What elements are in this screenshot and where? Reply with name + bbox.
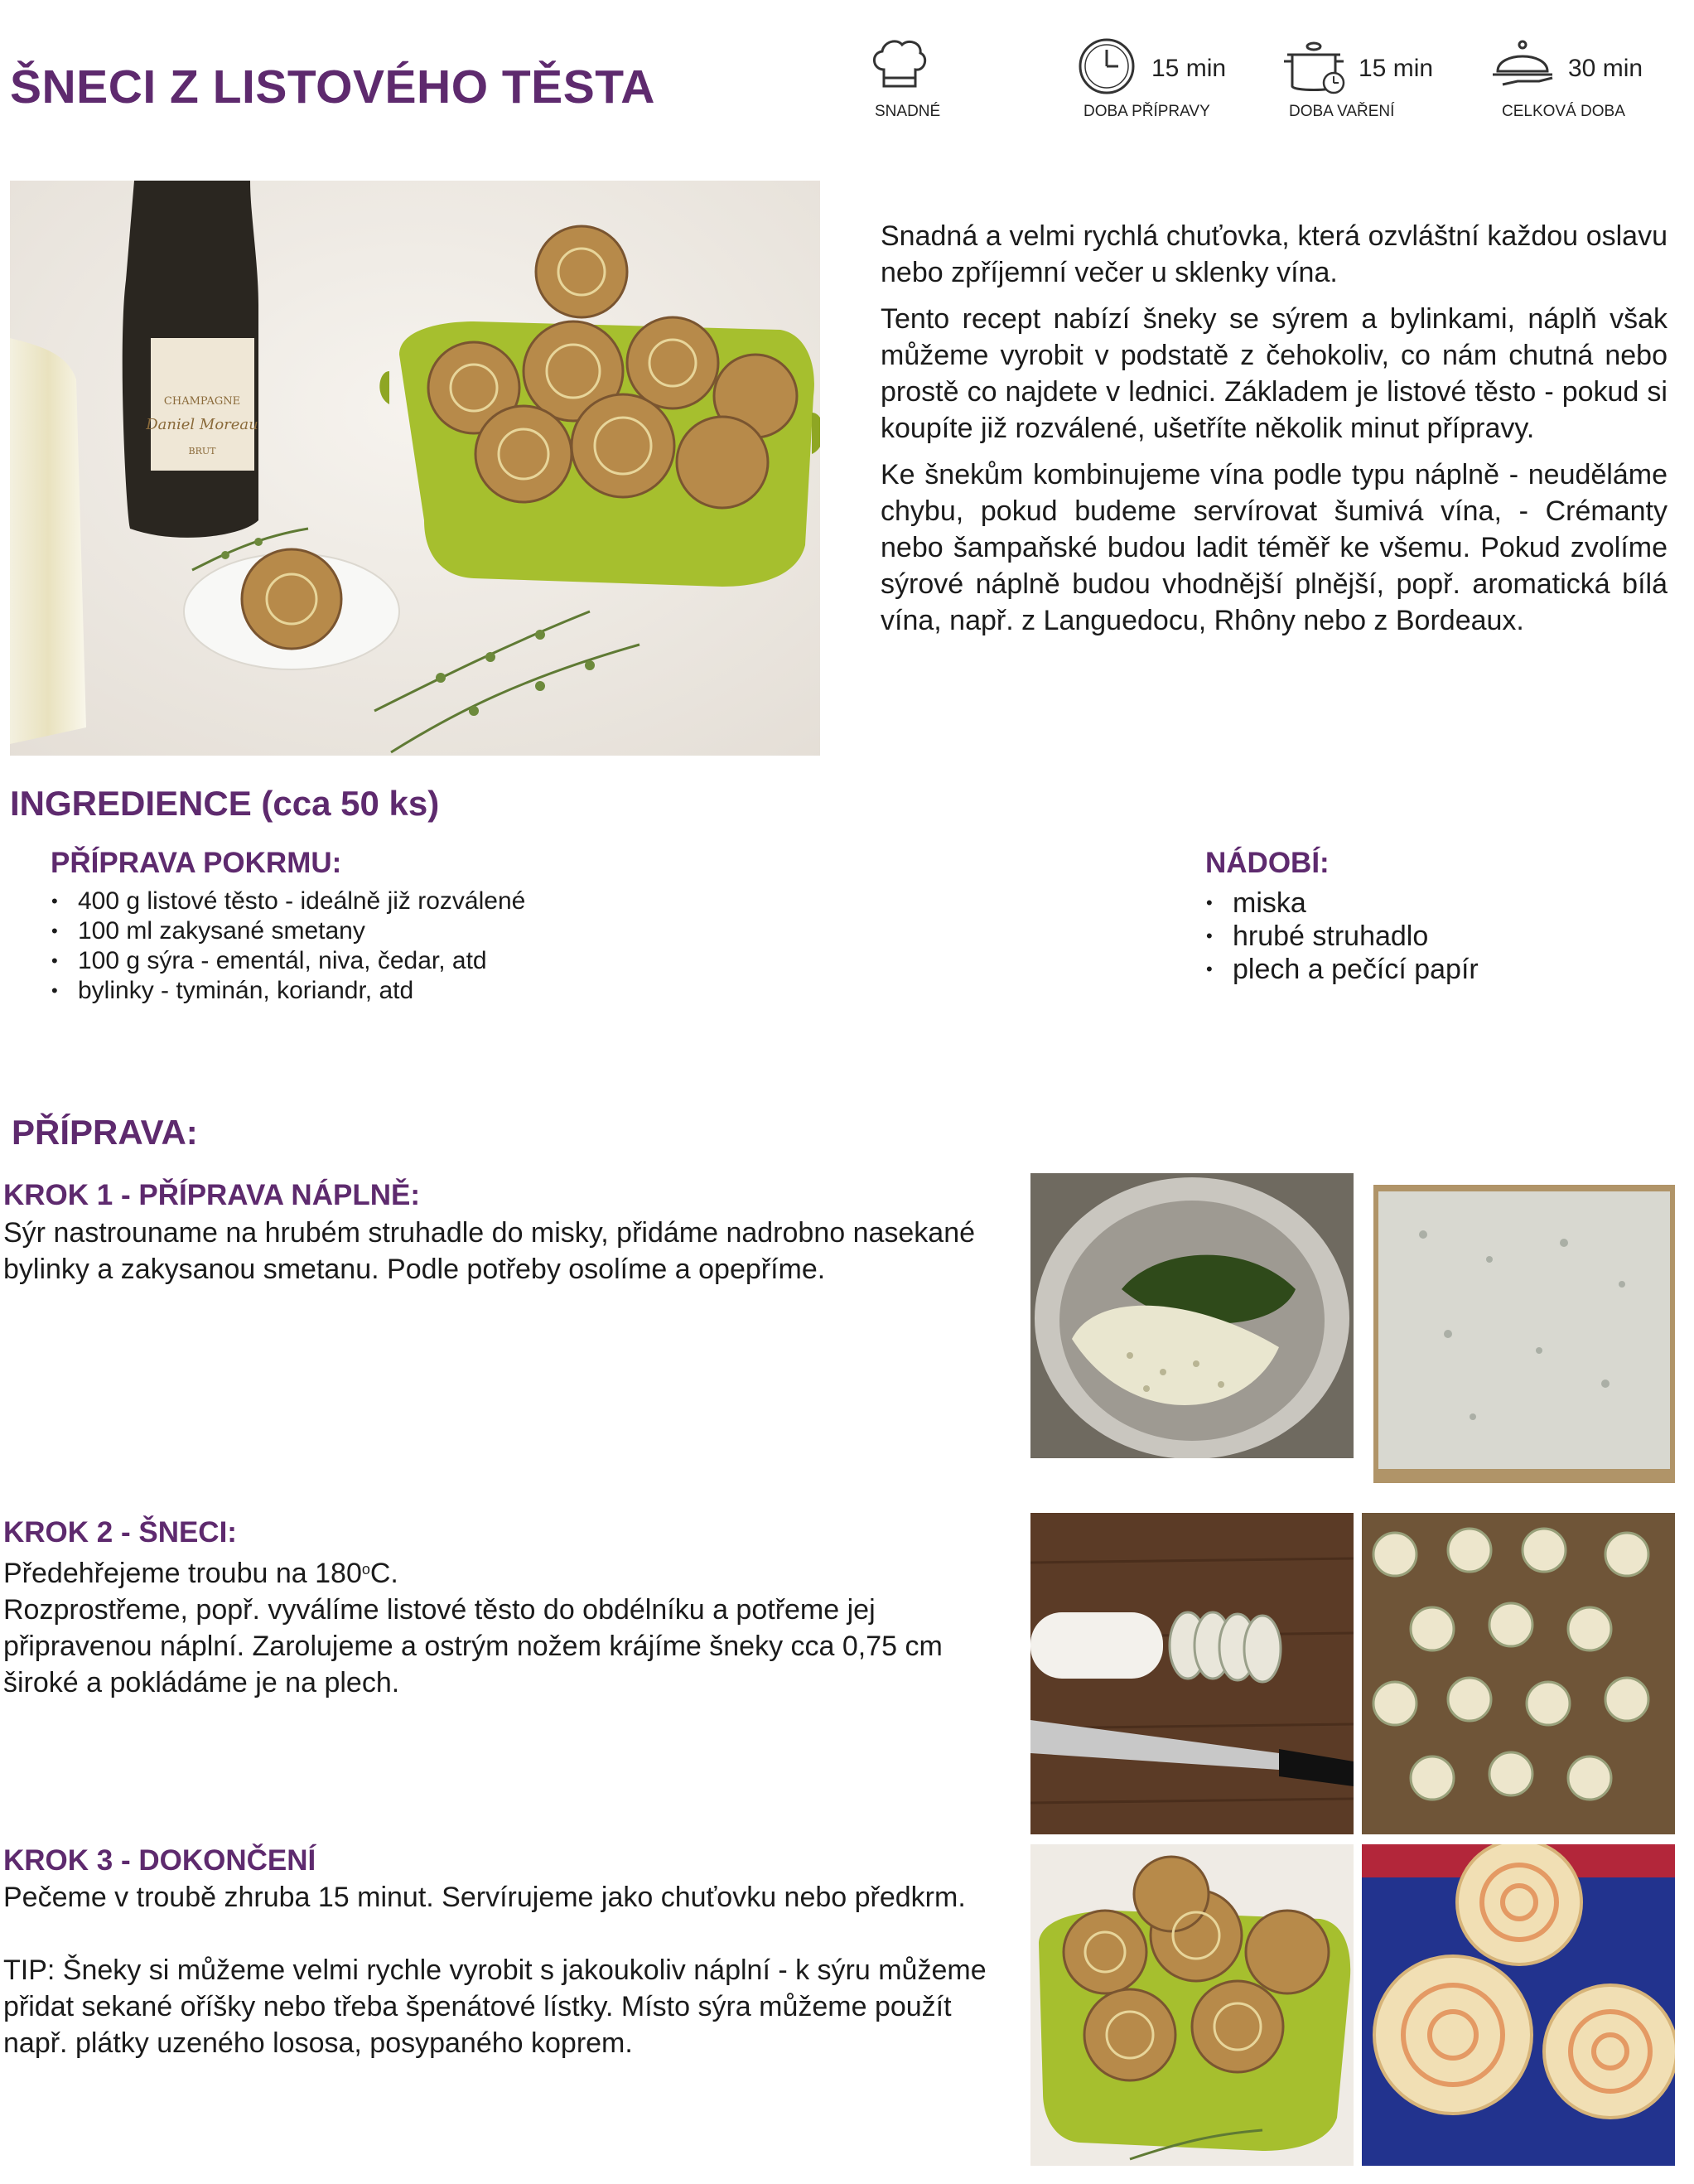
cook-time-value: 15 min — [1359, 55, 1434, 82]
total-time-label: CELKOVÁ DOBA — [1502, 103, 1625, 120]
tip-paragraph: TIP: Šneky si můžeme velmi rychle vyrobit s jakoukoliv náplní - k sýru můžeme přidat sekané oříšky nebo třeba špenátové lístky. Místo sýra můžeme použít např. plátky uzeného lososa, posypaného koprem. — [3, 1954, 987, 2059]
list-item: • 100 g sýra - ementál, niva, čedar, atd — [78, 946, 525, 976]
step-paragraph: Sýr nastrouname na hrubém struhadle do misky, přidáme nadrobno nasekané bylinky a zakysanou smetanu. Podle potřeby osolíme a opepříme. — [3, 1217, 976, 1285]
difficulty-label: SNADNÉ — [875, 103, 941, 120]
hero-photo — [10, 181, 820, 756]
cooking-pot-icon — [1284, 36, 1350, 96]
step-2-title: KROK 2 - ŠNECI: — [3, 1516, 237, 1549]
list-item: • hrubé struhadlo — [1233, 920, 1479, 953]
step-3-photo-plate — [1362, 1844, 1675, 2166]
chef-hat-icon — [869, 36, 929, 91]
clock-icon — [1077, 36, 1137, 96]
step-1-photo-dough — [1373, 1185, 1675, 1483]
step-3-text — [3, 1879, 1022, 2061]
tools-title: NÁDOBÍ: — [1205, 847, 1330, 879]
step-1-photo-bowl — [1030, 1173, 1354, 1458]
bottle-label-line2: Daniel Moreau — [146, 416, 258, 433]
bottle-label-line1: CHAMPAGNE — [163, 395, 241, 408]
step-2-text — [3, 1551, 1022, 1701]
cook-time-label: DOBA VAŘENÍ — [1289, 103, 1395, 120]
page-title: ŠNECI Z LISTOVÉHO TĚSTA — [10, 60, 655, 114]
list-item: • miska — [1233, 887, 1479, 920]
intro-paragraph: Tento recept nabízí šneky se sýrem a bylinkami, náplň však můžeme vyrobit v podstatě z čehokoliv, co nám chutná nebo prostě co najdete v lednici. Základem je listové těsto - pokud si koupíte již rozválené, ušetříte několik minut přípravy. — [881, 303, 1667, 444]
oven-text: Předehřejeme troubu na 180 — [3, 1558, 362, 1589]
oven-unit: C. — [369, 1558, 398, 1589]
intro-text — [881, 218, 1667, 649]
list-item: • bylinky - tyminán, koriandr, atd — [78, 976, 525, 1006]
step-3-title: KROK 3 - DOKONČENÍ — [3, 1844, 316, 1877]
ingredients-list — [78, 887, 525, 1006]
step-paragraph: Rozprostřeme, popř. vyválíme listové těsto do obdélníku a potřeme jej připravenou náplní. Zarolujeme a ostrým nožem krájíme šneky cca 0,75 cm široké a pokládáme je na plech. — [3, 1594, 943, 1698]
step-1-title: KROK 1 - PŘÍPRAVA NÁPLNĚ: — [3, 1179, 420, 1211]
intro-paragraph: Snadná a velmi rychlá chuťovka, která ozvláštní každou oslavu nebo zpříjemní večer u sklenky vína. — [881, 220, 1667, 288]
step-1-text — [3, 1215, 1022, 1288]
prep-time-value: 15 min — [1151, 55, 1227, 82]
bottle-label-line3: BRUT — [188, 446, 216, 457]
tools-list — [1233, 887, 1479, 986]
serving-cloche-icon — [1493, 38, 1559, 93]
degree-mark: o — [361, 1561, 370, 1578]
list-item: • 400 g listové těsto - ideálně již rozválené — [78, 887, 525, 916]
preparation-title: PŘÍPRAVA: — [12, 1113, 198, 1152]
total-time-value: 30 min — [1568, 55, 1643, 82]
list-item: • 100 ml zakysané smetany — [78, 916, 525, 946]
dish-prep-title: PŘÍPRAVA POKRMU: — [51, 847, 342, 879]
step-2-photo-tray — [1362, 1513, 1675, 1834]
prep-time-label: DOBA PŘÍPRAVY — [1083, 103, 1210, 120]
intro-paragraph: Ke šnekům kombinujeme vína podle typu náplně - neuděláme chybu, pokud budeme servírovat šumivá vína, - Crémanty nebo šampaňské budou ladit téměř ke všemu. Pokud zvolíme sýrové náplně budou vhodnější plnější, popř. aromatická bílá vína, např. z Languedocu, Rhôny nebo z Bordeaux. — [881, 459, 1667, 636]
step-paragraph — [3, 1551, 1022, 1592]
ingredients-title: INGREDIENCE (cca 50 ks) — [10, 784, 440, 823]
step-3-photo-dish — [1030, 1844, 1354, 2166]
step-2-photo-roll — [1030, 1513, 1354, 1834]
list-item: • plech a pečící papír — [1233, 953, 1479, 986]
step-paragraph: Pečeme v troubě zhruba 15 minut. Servírujeme jako chuťovku nebo předkrm. — [3, 1882, 966, 1913]
